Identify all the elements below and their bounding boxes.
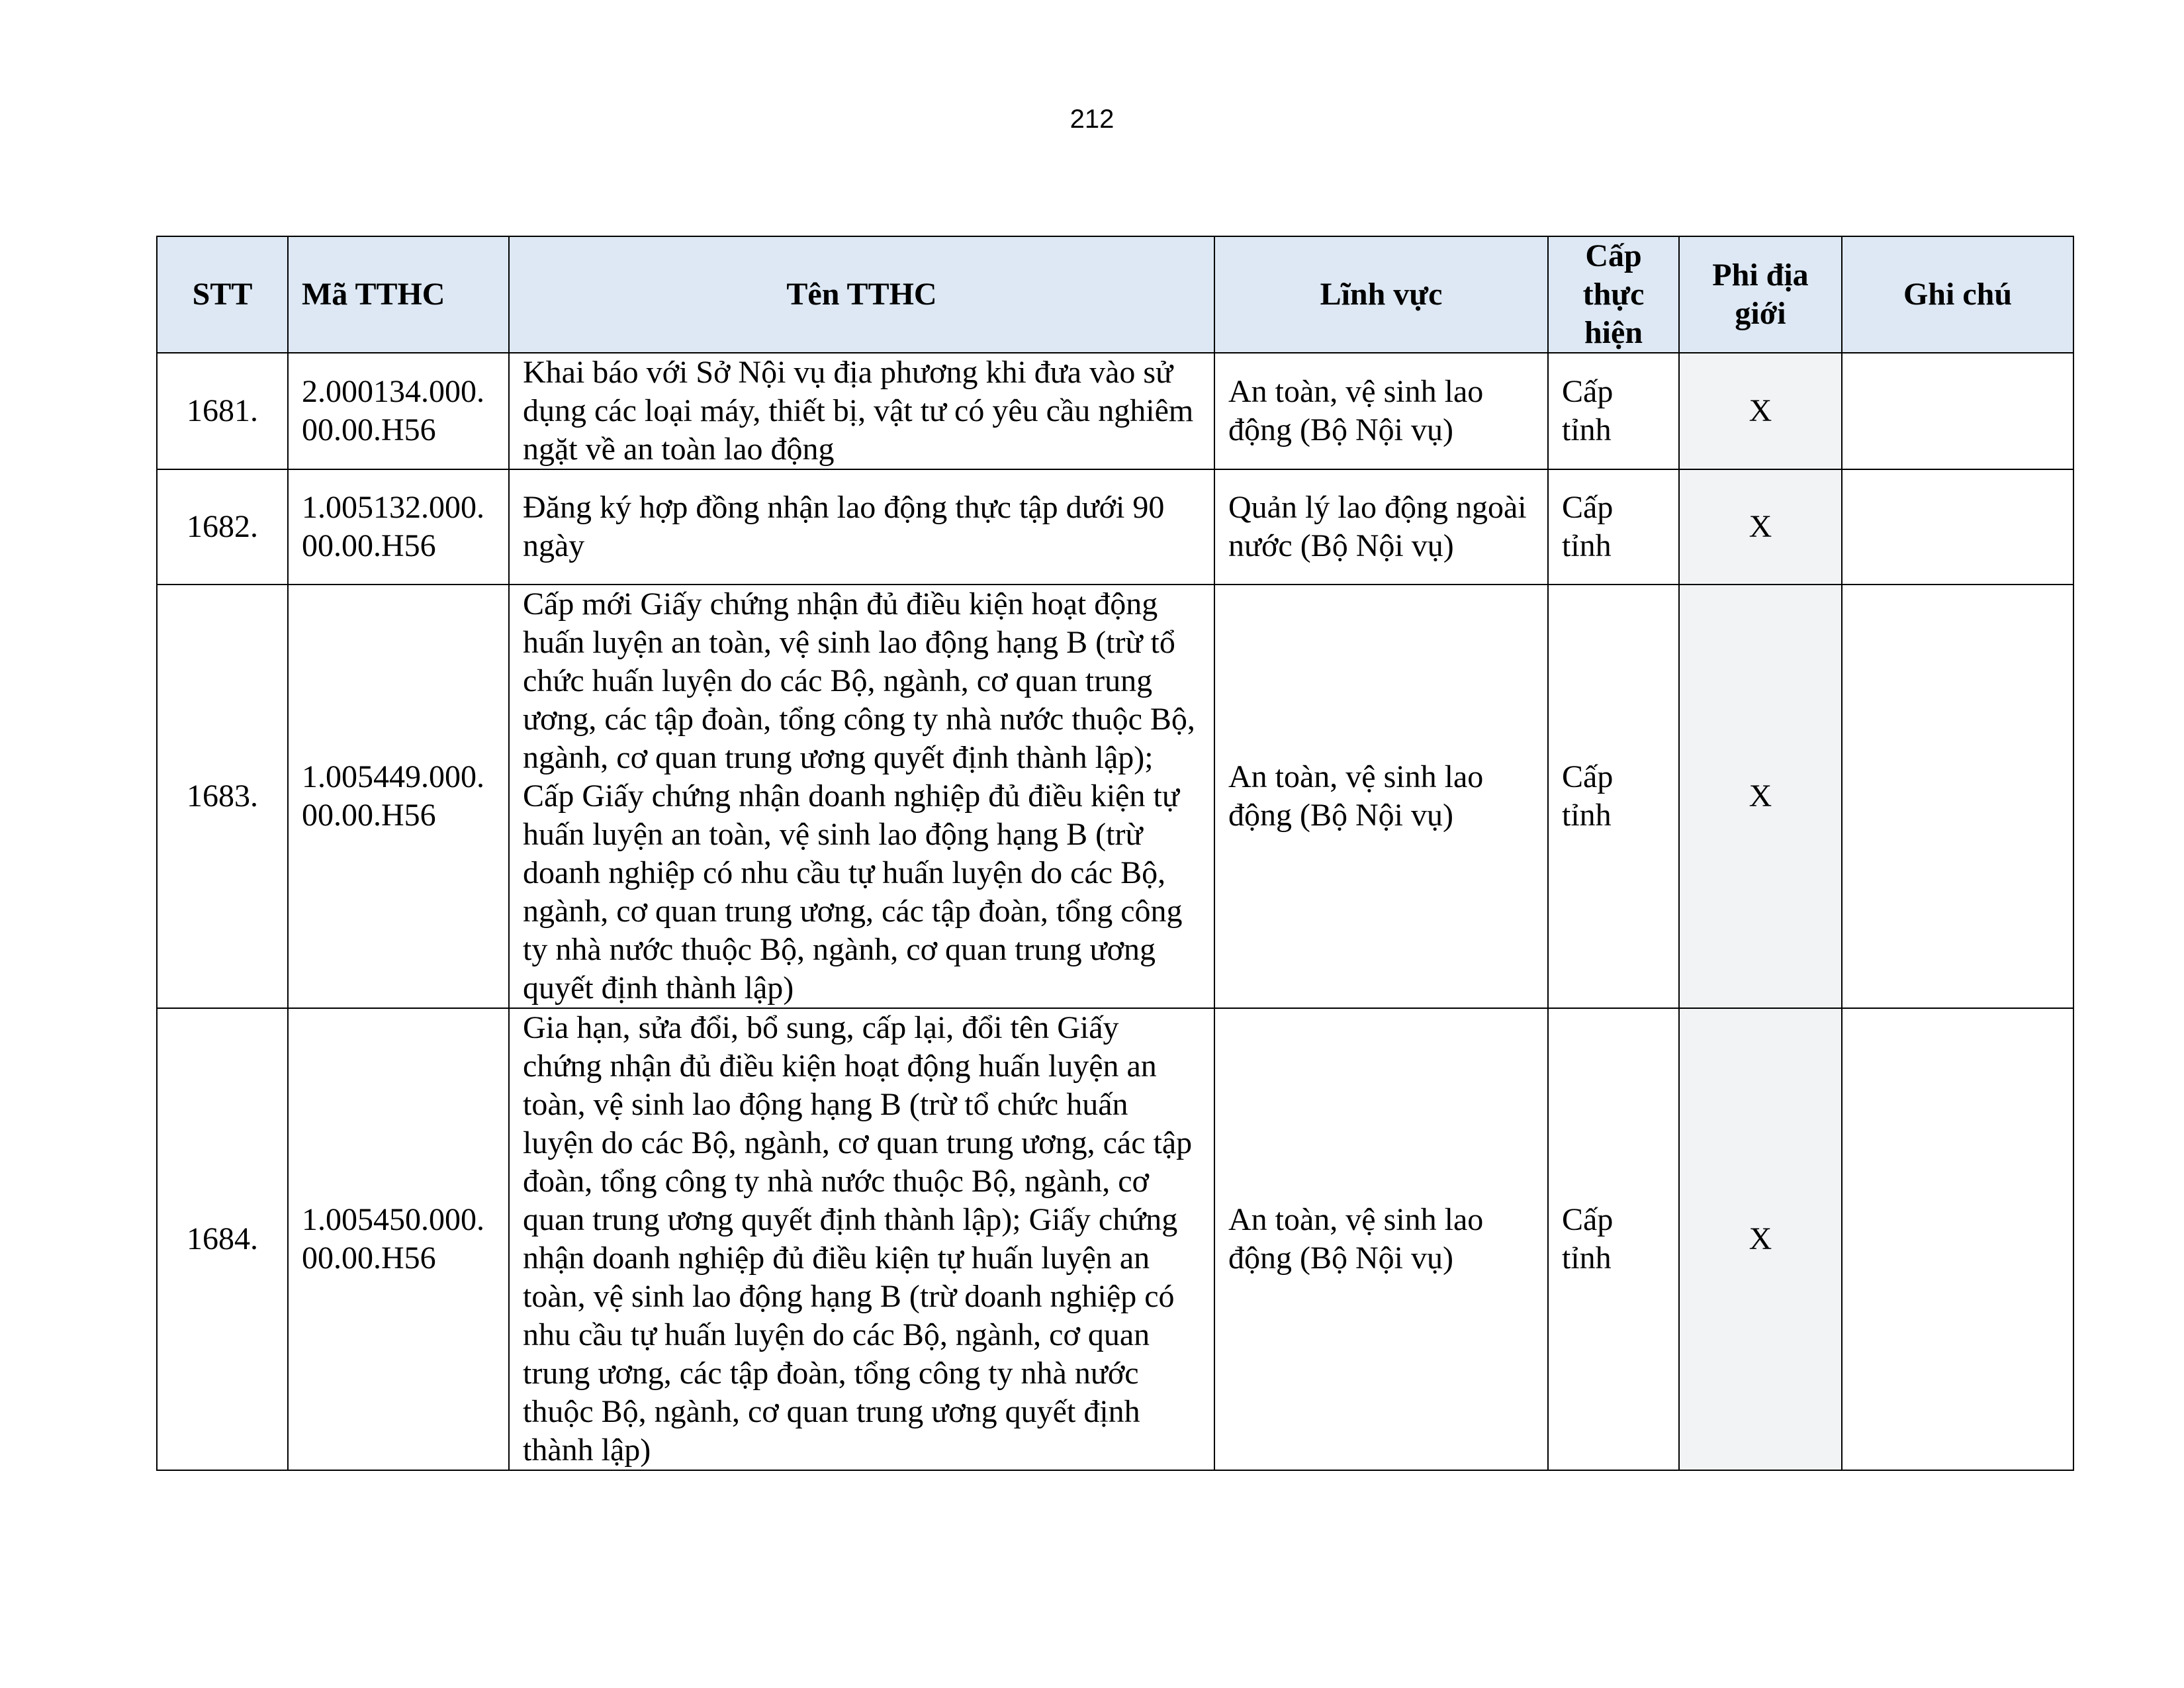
cell-stt: 1681. xyxy=(157,353,288,469)
cell-ghi-chu xyxy=(1842,585,2073,1008)
header-phi-dia-gioi: Phi địa giới xyxy=(1679,236,1842,353)
cell-linh-vuc: An toàn, vệ sinh lao động (Bộ Nội vụ) xyxy=(1214,1008,1548,1470)
cell-ten-tthc: Cấp mới Giấy chứng nhận đủ điều kiện hoạt động huấn luyện an toàn, vệ sinh lao động hạng B (trừ tổ chức huấn luyện do các Bộ, ngành, cơ quan trung ương, các tập đoàn, tổng công ty nhà nước thuộc Bộ, ngành, cơ quan trung ương quyết định thành lập); Cấp Giấy chứng nhận doanh nghiệp đủ điều kiện tự huấn luyện an toàn, vệ sinh lao động hạng B (trừ doanh nghiệp có nhu cầu tự huấn luyện do các Bộ, ngành, cơ quan trung ương, các tập đoàn, tổng công ty nhà nước thuộc Bộ, ngành, cơ quan trung ương quyết định thành lập) xyxy=(509,585,1214,1008)
cell-ghi-chu xyxy=(1842,353,2073,469)
cell-stt: 1683. xyxy=(157,585,288,1008)
cell-ma-tthc xyxy=(288,353,509,469)
cell-stt: 1682. xyxy=(157,469,288,585)
ma-tthc-part-1: 1.005132.000. xyxy=(302,490,484,525)
ma-tthc-part-1: 1.005449.000. xyxy=(302,759,484,794)
cell-cap-thuc-hien: Cấp tỉnh xyxy=(1548,1008,1679,1470)
ma-tthc-part-2: 00.00.H56 xyxy=(302,1241,436,1276)
cell-phi-dia-gioi: X xyxy=(1679,585,1842,1008)
header-ghi-chu: Ghi chú xyxy=(1842,236,2073,353)
cell-phi-dia-gioi: X xyxy=(1679,1008,1842,1470)
ma-tthc-part-1: 1.005450.000. xyxy=(302,1202,484,1237)
procedure-table xyxy=(156,236,2074,1471)
cell-phi-dia-gioi: X xyxy=(1679,469,1842,585)
cell-cap-thuc-hien: Cấp tỉnh xyxy=(1548,585,1679,1008)
cell-ma-tthc xyxy=(288,469,509,585)
table-header-row xyxy=(157,236,2073,353)
cell-ma-tthc xyxy=(288,585,509,1008)
cell-ten-tthc: Đăng ký hợp đồng nhận lao động thực tập dưới 90 ngày xyxy=(509,469,1214,585)
cell-ghi-chu xyxy=(1842,1008,2073,1470)
table-row xyxy=(157,585,2073,1008)
ma-tthc-part-2: 00.00.H56 xyxy=(302,528,436,563)
table-row xyxy=(157,353,2073,469)
header-cap-thuc-hien: Cấp thực hiện xyxy=(1548,236,1679,353)
table-row xyxy=(157,1008,2073,1470)
cell-ten-tthc: Gia hạn, sửa đổi, bổ sung, cấp lại, đổi tên Giấy chứng nhận đủ điều kiện hoạt động huấn luyện an toàn, vệ sinh lao động hạng B (trừ tổ chức huấn luyện do các Bộ, ngành, cơ quan trung ương, các tập đoàn, tổng công ty nhà nước thuộc Bộ, ngành, cơ quan trung ương quyết định thành lập); Giấy chứng nhận doanh nghiệp đủ điều kiện tự huấn luyện an toàn, vệ sinh lao động hạng B (trừ doanh nghiệp có nhu cầu tự huấn luyện do các Bộ, ngành, cơ quan trung ương, các tập đoàn, tổng công ty nhà nước thuộc Bộ, ngành, cơ quan trung ương quyết định thành lập) xyxy=(509,1008,1214,1470)
ma-tthc-part-1: 2.000134.000. xyxy=(302,374,484,409)
header-stt: STT xyxy=(157,236,288,353)
cell-cap-thuc-hien: Cấp tỉnh xyxy=(1548,353,1679,469)
cell-phi-dia-gioi: X xyxy=(1679,353,1842,469)
table-row xyxy=(157,469,2073,585)
header-ma-tthc: Mã TTHC xyxy=(288,236,509,353)
ma-tthc-part-2: 00.00.H56 xyxy=(302,412,436,447)
cell-linh-vuc: Quản lý lao động ngoài nước (Bộ Nội vụ) xyxy=(1214,469,1548,585)
cell-ma-tthc xyxy=(288,1008,509,1470)
page-number: 212 xyxy=(1069,105,1115,134)
cell-linh-vuc: An toàn, vệ sinh lao động (Bộ Nội vụ) xyxy=(1214,353,1548,469)
ma-tthc-part-2: 00.00.H56 xyxy=(302,798,436,833)
cell-stt: 1684. xyxy=(157,1008,288,1470)
cell-linh-vuc: An toàn, vệ sinh lao động (Bộ Nội vụ) xyxy=(1214,585,1548,1008)
cell-cap-thuc-hien: Cấp tỉnh xyxy=(1548,469,1679,585)
cell-ten-tthc: Khai báo với Sở Nội vụ địa phương khi đưa vào sử dụng các loại máy, thiết bị, vật tư có yêu cầu nghiêm ngặt về an toàn lao động xyxy=(509,353,1214,469)
cell-ghi-chu xyxy=(1842,469,2073,585)
header-ten-tthc: Tên TTHC xyxy=(509,236,1214,353)
header-linh-vuc: Lĩnh vực xyxy=(1214,236,1548,353)
